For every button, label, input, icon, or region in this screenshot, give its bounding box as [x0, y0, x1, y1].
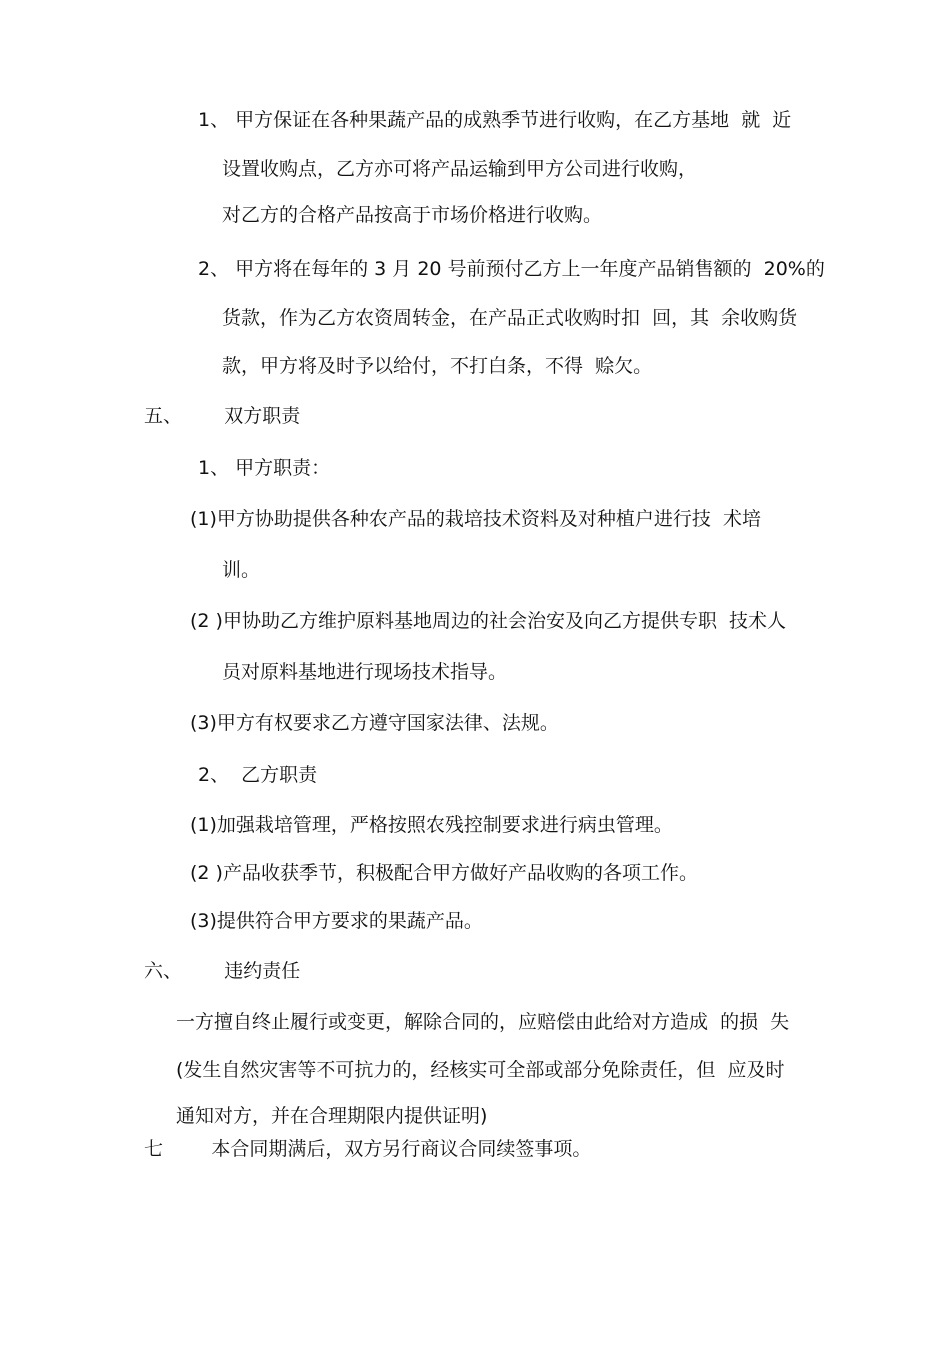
clause-4-item-1-line-1: 1、 甲方保证在各种果蔬产品的成熟季节进行收购，在乙方基地 就 近: [198, 109, 792, 131]
section-7-line: 七 本合同期满后，双方另行商议合同续签事项。: [144, 1138, 592, 1160]
party-a-duty-1-line-1: (1)甲方协助提供各种农产品的栽培技术资料及对种植户进行技 术培: [190, 508, 761, 530]
party-b-duty-1: (1)加强栽培管理，严格按照农残控制要求进行病虫管理。: [190, 814, 673, 836]
section-5-party-a-heading: 1、 甲方职责：: [198, 457, 331, 479]
clause-4-item-2-line-2: 货款，作为乙方农资周转金，在产品正式收购时扣 回，其 余收购货: [222, 307, 798, 329]
section-6-heading: 六、 违约责任: [144, 960, 301, 982]
section-6-body-line-1: 一方擅自终止履行或变更，解除合同的，应赔偿由此给对方造成 的损 失: [176, 1011, 790, 1033]
party-a-duty-2-line-1: (2 )甲协助乙方维护原料基地周边的社会治安及向乙方提供专职 技术人: [190, 610, 787, 632]
section-6-body-line-3: 通知对方，并在合理期限内提供证明): [176, 1105, 488, 1127]
party-b-duty-2: (2 )产品收获季节，积极配合甲方做好产品收购的各项工作。: [190, 862, 698, 884]
clause-4-item-1-line-3: 对乙方的合格产品按高于市场价格进行收购。: [222, 204, 603, 226]
section-5-heading: 五、 双方职责: [144, 405, 301, 427]
party-a-duty-2-line-2: 员对原料基地进行现场技术指导。: [222, 661, 508, 683]
party-a-duty-1-line-2: 训。: [222, 559, 261, 581]
party-a-duty-3: (3)甲方有权要求乙方遵守国家法律、法规。: [190, 712, 559, 734]
section-6-body-line-2: (发生自然灾害等不可抗力的，经核实可全部或部分免除责任，但 应及时: [176, 1059, 785, 1081]
party-b-duty-3: (3)提供符合甲方要求的果蔬产品。: [190, 910, 483, 932]
clause-4-item-1-line-2: 设置收购点，乙方亦可将产品运输到甲方公司进行收购，: [222, 158, 698, 180]
clause-4-item-2-line-3: 款，甲方将及时予以给付，不打白条，不得 赊欠。: [222, 355, 653, 377]
section-5-party-b-heading: 2、 乙方职责: [198, 764, 318, 786]
clause-4-item-2-line-1: 2、 甲方将在每年的 3 月 20 号前预付乙方上一年度产品销售额的 20%的: [198, 258, 825, 280]
